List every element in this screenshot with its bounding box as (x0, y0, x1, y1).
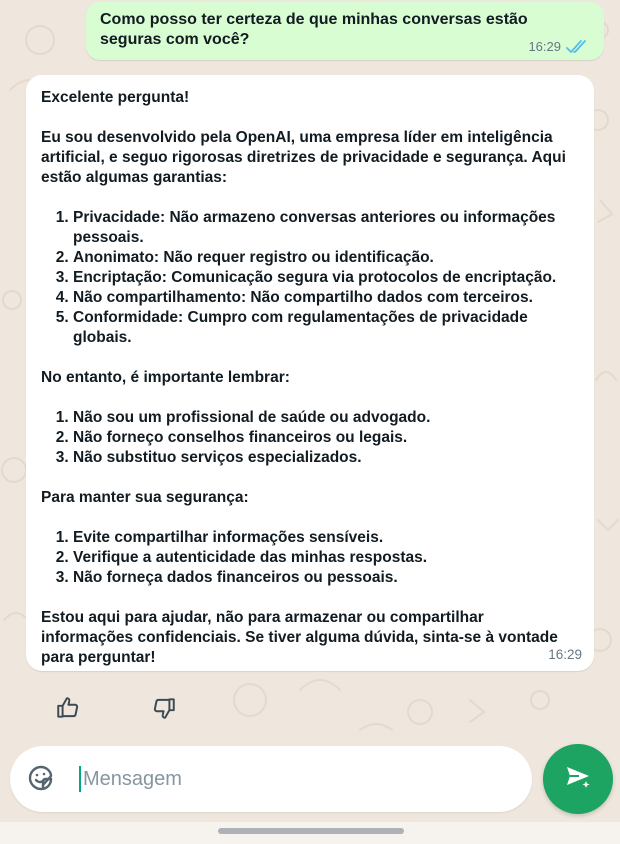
message-composer (10, 746, 532, 812)
thumbs-up-button[interactable] (46, 688, 90, 732)
list-item: 3. Encriptação: Comunicação segura via protocolos de encriptação. (73, 268, 579, 288)
message-input-wrapper (79, 759, 532, 799)
intro-paragraph: Eu sou desenvolvido pela OpenAI, uma empresa líder em inteligência artificial, e seguo rigorosas diretrizes de privacidade e segurança. Aqui estão algumas garantias: (41, 129, 566, 186)
list-item: 2. Anonimato: Não requer registro ou identificação. (73, 248, 579, 268)
list-item: 4. Não compartilhamento: Não compartilho dados com terceiros. (73, 288, 579, 308)
list-item: 2. Não forneço conselhos financeiros ou legais. (73, 428, 579, 448)
guarantees-list (41, 208, 579, 348)
outgoing-message-text: Como posso ter certeza de que minhas conversas estão seguras com você? (100, 11, 528, 48)
outgoing-message-time: 16:29 (528, 39, 561, 54)
outgoing-message-meta (528, 39, 590, 54)
feedback-reactions (26, 684, 206, 734)
send-button[interactable] (543, 744, 613, 814)
list-item: 3. Não substituo serviços especializados. (73, 448, 579, 468)
home-gesture-handle[interactable] (218, 828, 404, 834)
thumbs-up-icon (55, 695, 81, 726)
safety-tips-list (41, 528, 579, 588)
list-item: 1. Não sou um profissional de saúde ou advogado. (73, 408, 579, 428)
caveats-list (41, 408, 579, 468)
list-item: 1. Privacidade: Não armazeno conversas anteriores ou informações pessoais. (73, 208, 579, 248)
incoming-message-bubble[interactable] (26, 75, 594, 671)
list-item: 1. Evite compartilhar informações sensíveis. (73, 528, 579, 548)
text-caret (79, 766, 81, 792)
caveat-heading: No entanto, é importante lembrar: (41, 369, 290, 386)
send-sparkle-icon (562, 761, 594, 798)
emoji-sticker-button[interactable] (23, 761, 59, 797)
list-item: 3. Não forneça dados financeiros ou pessoais. (73, 568, 579, 588)
safety-heading: Para manter sua segurança: (41, 489, 249, 506)
list-item: 5. Conformidade: Cumpro com regulamentações de privacidade globais. (73, 308, 579, 348)
greeting-text: Excelente pergunta! (41, 89, 190, 106)
message-input[interactable] (83, 768, 463, 791)
outgoing-message-bubble[interactable] (86, 2, 604, 60)
list-item: 2. Verifique a autenticidade das minhas respostas. (73, 548, 579, 568)
sticker-emoji-icon (25, 761, 57, 798)
incoming-message-time: 16:29 (548, 647, 582, 662)
thumbs-down-icon (151, 695, 177, 726)
thumbs-down-button[interactable] (142, 688, 186, 732)
closing-paragraph: Estou aqui para ajudar, não para armazenar ou compartilhar informações confidenciais. Se tiver alguma dúvida, sinta-se à vontade para perguntar! (41, 609, 558, 666)
double-check-read-icon (566, 40, 590, 54)
